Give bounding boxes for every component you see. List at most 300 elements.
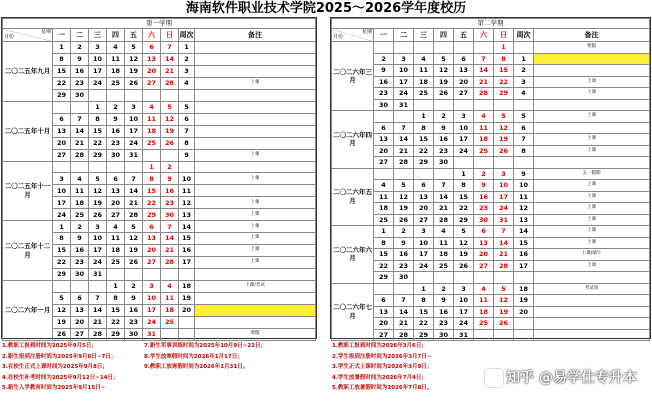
date-cell [454,99,474,111]
date-cell: 26 [53,328,71,340]
date-cell: 15 [494,65,514,77]
date-cell: 30 [71,269,89,281]
date-cell: 15 [374,249,394,261]
date-cell: 18 [161,304,179,316]
date-cell: 11 [414,65,434,77]
date-cell: 6 [53,113,71,125]
remark-cell: 上课 [195,257,316,269]
date-cell [161,149,179,161]
date-cell: 29 [53,89,71,101]
date-cell: 3 [394,53,414,65]
week-number: 18 [179,281,195,293]
date-cell [107,161,125,173]
remark-cell: 上课 [534,180,650,192]
week-row [332,191,650,203]
date-cell: 1 [89,101,107,113]
weekday-header: 一 [374,29,394,42]
date-cell: 20 [414,203,434,215]
date-cell: 27 [53,149,71,161]
semester-label: 第二学期 [332,19,650,29]
date-cell [434,99,454,111]
date-cell: 8 [414,122,434,134]
date-cell: 7 [71,113,89,125]
remark-cell [195,125,316,137]
date-cell: 21 [161,245,179,257]
remark-cell [534,157,650,169]
date-cell: 19 [494,306,514,318]
date-cell [89,89,107,101]
date-cell: 18 [434,249,454,261]
date-cell: 3 [494,168,514,180]
date-cell: 23 [71,77,89,89]
date-cell: 13 [71,304,89,316]
week-number: 20 [514,306,534,318]
note-line: 3.学生正式上课时间为2026年3月9日； [332,364,433,370]
date-cell: 11 [143,113,161,125]
date-cell: 9 [125,293,143,305]
date-cell: 10 [143,293,161,305]
date-cell: 25 [474,145,494,157]
date-cell [53,281,71,293]
date-cell: 22 [454,203,474,215]
date-cell: 20 [107,197,125,209]
week-number [514,272,534,284]
date-cell: 20 [143,245,161,257]
remark-cell: 上课 [195,221,316,233]
date-cell: 16 [394,249,414,261]
date-cell [125,89,143,101]
date-cell [161,328,179,340]
date-cell: 1 [107,281,125,293]
week-number [514,329,534,341]
remark-cell: 寒假 [534,42,650,54]
remark-cell [534,318,650,330]
date-cell: 7 [494,226,514,238]
week-number: 8 [179,137,195,149]
date-cell: 3 [454,111,474,123]
date-cell [474,42,494,54]
date-cell: 17 [89,245,107,257]
date-cell: 24 [454,318,474,330]
date-cell: 5 [89,173,107,185]
date-cell: 18 [107,245,125,257]
date-cell: 23 [71,257,89,269]
weekday-header: 五 [454,29,474,42]
date-cell: 27 [454,88,474,100]
date-cell [107,269,125,281]
weekday-header: 六 [143,29,161,42]
week-row [332,237,650,249]
date-cell: 13 [374,134,394,146]
week-number: 18 [514,283,534,295]
remark-cell [534,306,650,318]
date-cell: 28 [89,328,107,340]
date-cell [107,89,125,101]
date-cell: 2 [474,168,494,180]
remark-cell: 上课 [534,260,650,272]
weekday-header: 三 [89,29,107,42]
date-cell [143,89,161,101]
date-cell: 3 [53,173,71,185]
date-cell: 2 [374,53,394,65]
date-cell: 12 [434,65,454,77]
date-cell [414,168,434,180]
date-cell: 9 [434,295,454,307]
date-cell: 26 [125,257,143,269]
date-cell: 25 [161,316,179,328]
date-cell: 4 [414,53,434,65]
remark-cell: 上课 [534,76,650,88]
date-cell: 8 [107,293,125,305]
week-row [332,99,650,111]
date-cell: 24 [143,316,161,328]
remark-cell [195,65,316,77]
date-cell: 17 [143,304,161,316]
date-cell: 4 [71,173,89,185]
date-cell: 18 [107,65,125,77]
date-cell [394,42,414,54]
date-cell: 11 [474,122,494,134]
date-cell: 21 [494,249,514,261]
note-line: 8.学生放寒假时间为2026年1月17日； [144,353,243,360]
week-number: 12 [179,197,195,209]
date-cell: 21 [474,76,494,88]
week-number: 20 [179,304,195,316]
remark-header: 备注 [195,29,316,42]
weekday-header: 三 [414,29,434,42]
date-cell: 29 [89,149,107,161]
week-number: 6 [179,113,195,125]
date-cell: 5 [494,111,514,123]
date-cell [414,272,434,284]
week-number: 16 [514,249,534,261]
date-cell: 28 [161,257,179,269]
week-number: 17 [514,260,534,272]
month-label: 二〇二五年十二月 [3,221,53,281]
remark-cell: 上课 [195,77,316,89]
date-cell: 30 [71,89,89,101]
date-cell: 23 [125,316,143,328]
date-cell: 8 [53,53,71,65]
remark-header: 备注 [534,29,650,42]
date-cell: 12 [494,295,514,307]
week-row [332,168,650,180]
date-cell: 14 [494,237,514,249]
date-cell: 31 [394,99,414,111]
week-number: 7 [514,134,534,146]
date-cell [143,269,161,281]
week-number: 2 [514,65,534,77]
date-cell: 12 [394,191,414,203]
notes-column [144,341,266,373]
date-cell: 14 [434,191,454,203]
date-cell: 26 [394,214,414,226]
date-cell: 8 [494,53,514,65]
month-label: 二〇二五年十月 [3,101,53,161]
date-cell: 19 [125,245,143,257]
date-cell: 1 [53,42,71,54]
date-cell: 17 [494,191,514,203]
date-cell: 22 [374,260,394,272]
date-cell: 11 [161,293,179,305]
week-number: 10 [179,173,195,185]
week-number: 19 [514,295,534,307]
date-cell: 10 [494,180,514,192]
semester-1-calendar [1,17,317,339]
date-cell: 30 [474,214,494,226]
week-number-header: 周次 [179,29,195,42]
remark-cell [195,89,316,101]
date-cell: 30 [434,329,454,341]
date-cell: 15 [454,191,474,203]
date-cell: 16 [161,185,179,197]
date-cell: 24 [53,209,71,221]
date-cell: 18 [474,306,494,318]
date-cell: 21 [434,203,454,215]
date-cell: 14 [161,233,179,245]
date-cell: 2 [107,101,125,113]
date-cell: 1 [414,111,434,123]
date-cell: 22 [143,197,161,209]
remark-cell [195,101,316,113]
week-number: 4 [179,77,195,89]
date-cell: 26 [494,318,514,330]
date-cell: 9 [394,237,414,249]
remark-cell [534,295,650,307]
date-cell: 9 [71,53,89,65]
remark-cell: 上课 [534,134,650,146]
date-cell: 23 [374,88,394,100]
week-number: 8 [514,145,534,157]
note-line: 5.新生入学教育时间为2025年9月15日~ [2,385,106,391]
week-row [332,88,650,100]
date-cell [161,89,179,101]
date-cell: 10 [125,113,143,125]
date-cell: 25 [414,88,434,100]
date-cell: 12 [53,304,71,316]
date-cell: 15 [414,134,434,146]
date-cell: 6 [474,226,494,238]
date-cell: 29 [414,157,434,169]
date-cell: 27 [414,214,434,226]
date-cell: 29 [414,329,434,341]
date-cell: 8 [414,295,434,307]
date-cell: 6 [143,42,161,54]
date-cell: 25 [434,260,454,272]
date-cell: 18 [143,125,161,137]
date-cell: 12 [125,233,143,245]
date-cell: 31 [454,329,474,341]
date-cell [414,99,434,111]
date-cell: 25 [374,214,394,226]
date-cell: 2 [434,111,454,123]
week-number: 19 [179,293,195,305]
week-row [332,76,650,88]
remark-cell [195,137,316,149]
week-number [179,316,195,328]
date-cell [434,168,454,180]
date-cell: 3 [89,42,107,54]
date-cell: 17 [454,306,474,318]
week-number: 15 [514,237,534,249]
date-cell: 7 [434,180,454,192]
week-number [514,157,534,169]
date-cell [89,281,107,293]
date-cell: 22 [89,137,107,149]
date-cell: 10 [414,237,434,249]
date-cell: 22 [414,318,434,330]
week-row [332,53,650,65]
date-cell: 26 [125,77,143,89]
date-cell [494,99,514,111]
date-cell [494,157,514,169]
date-cell: 5 [434,53,454,65]
date-cell: 7 [161,42,179,54]
date-cell: 16 [434,134,454,146]
date-cell [53,161,71,173]
date-cell [394,111,414,123]
date-cell: 16 [474,191,494,203]
remark-cell [195,53,316,65]
date-cell [71,281,89,293]
date-cell: 6 [454,53,474,65]
note-line: 1.教职工报到时间为2026年3月6日； [332,343,427,349]
date-cell: 5 [125,42,143,54]
date-cell [394,283,414,295]
date-cell: 20 [143,65,161,77]
week-row [332,122,650,134]
watermark-text: 知乎 @易学仕专升本 [506,370,637,386]
date-cell [53,101,71,113]
date-cell: 30 [394,272,414,284]
week-row [332,306,650,318]
date-cell: 7 [89,293,107,305]
note-line: 2.学生报到注册时间为2026年3月7日~ [332,353,432,360]
semester-1-table [2,18,316,341]
date-cell: 2 [434,283,454,295]
semester-2-calendar [330,17,651,339]
remark-cell: 上课 [195,197,316,209]
date-cell: 11 [107,53,125,65]
remark-cell: 上课 [195,149,316,161]
semester-1-notes [2,341,322,401]
week-number: 9 [179,149,195,161]
date-cell: 21 [394,145,414,157]
date-cell [125,269,143,281]
date-cell: 13 [53,125,71,137]
date-cell: 27 [143,77,161,89]
week-row [332,42,650,54]
date-cell: 9 [71,233,89,245]
date-cell: 29 [53,269,71,281]
remark-cell [195,269,316,281]
date-cell [474,272,494,284]
month-label: 二〇二六年四月 [332,111,374,169]
date-cell: 15 [143,185,161,197]
date-cell: 19 [125,65,143,77]
date-cell: 1 [454,168,474,180]
date-cell: 24 [394,88,414,100]
week-number: 10 [514,180,534,192]
date-cell [89,161,107,173]
date-cell: 19 [494,134,514,146]
notes-column [2,341,118,394]
week-number: 9 [514,168,534,180]
date-cell: 12 [161,113,179,125]
week-row [332,203,650,215]
date-cell: 28 [125,209,143,221]
note-line: 9.教职工放寒假时间为2026年1月31日。 [144,364,249,370]
month-label: 二〇二六年三月 [332,42,374,111]
remark-cell [195,316,316,328]
date-cell: 18 [414,76,434,88]
remark-cell [195,113,316,125]
week-number-header: 周次 [514,29,534,42]
date-cell: 22 [53,257,71,269]
date-cell: 23 [474,203,494,215]
remark-cell: 考试周 [534,283,650,295]
remark-cell: 上课 [534,214,650,226]
date-cell: 5 [125,221,143,233]
date-cell: 14 [161,53,179,65]
date-cell: 4 [374,180,394,192]
date-cell: 2 [394,226,414,238]
date-cell: 7 [394,122,414,134]
date-cell [454,42,474,54]
date-cell: 4 [434,226,454,238]
corner-weekday-label: 星期 [40,29,51,35]
date-cell: 9 [434,122,454,134]
week-number: 11 [514,191,534,203]
date-cell: 12 [494,122,514,134]
weekday-header: 四 [107,29,125,42]
date-cell: 6 [71,293,89,305]
date-cell: 24 [414,260,434,272]
date-cell: 26 [434,88,454,100]
date-cell: 13 [107,185,125,197]
date-cell: 23 [161,197,179,209]
date-cell [494,329,514,341]
date-cell: 17 [125,125,143,137]
date-cell [394,168,414,180]
week-row [332,65,650,77]
date-cell: 22 [107,316,125,328]
date-cell: 9 [107,113,125,125]
date-cell [414,42,434,54]
date-cell: 18 [374,203,394,215]
week-number: 5 [514,111,534,123]
week-number: 3 [179,65,195,77]
date-cell: 16 [374,76,394,88]
date-cell: 3 [454,283,474,295]
date-cell: 16 [434,306,454,318]
note-line: 1.教职工报到时间为2025年9月5日； [2,343,97,349]
date-cell: 7 [394,295,414,307]
date-cell [454,157,474,169]
weekday-header: 五 [125,29,143,42]
remark-cell: 上课 [534,237,650,249]
date-cell: 5 [454,226,474,238]
date-cell: 15 [53,65,71,77]
date-cell: 23 [434,145,454,157]
date-cell: 27 [143,257,161,269]
remark-cell: 上课 [534,88,650,100]
date-cell: 21 [71,137,89,149]
remark-cell: 上课/端午 [534,249,650,261]
remark-cell: 上课/考试 [195,281,316,293]
date-cell: 1 [414,283,434,295]
date-cell: 24 [454,145,474,157]
